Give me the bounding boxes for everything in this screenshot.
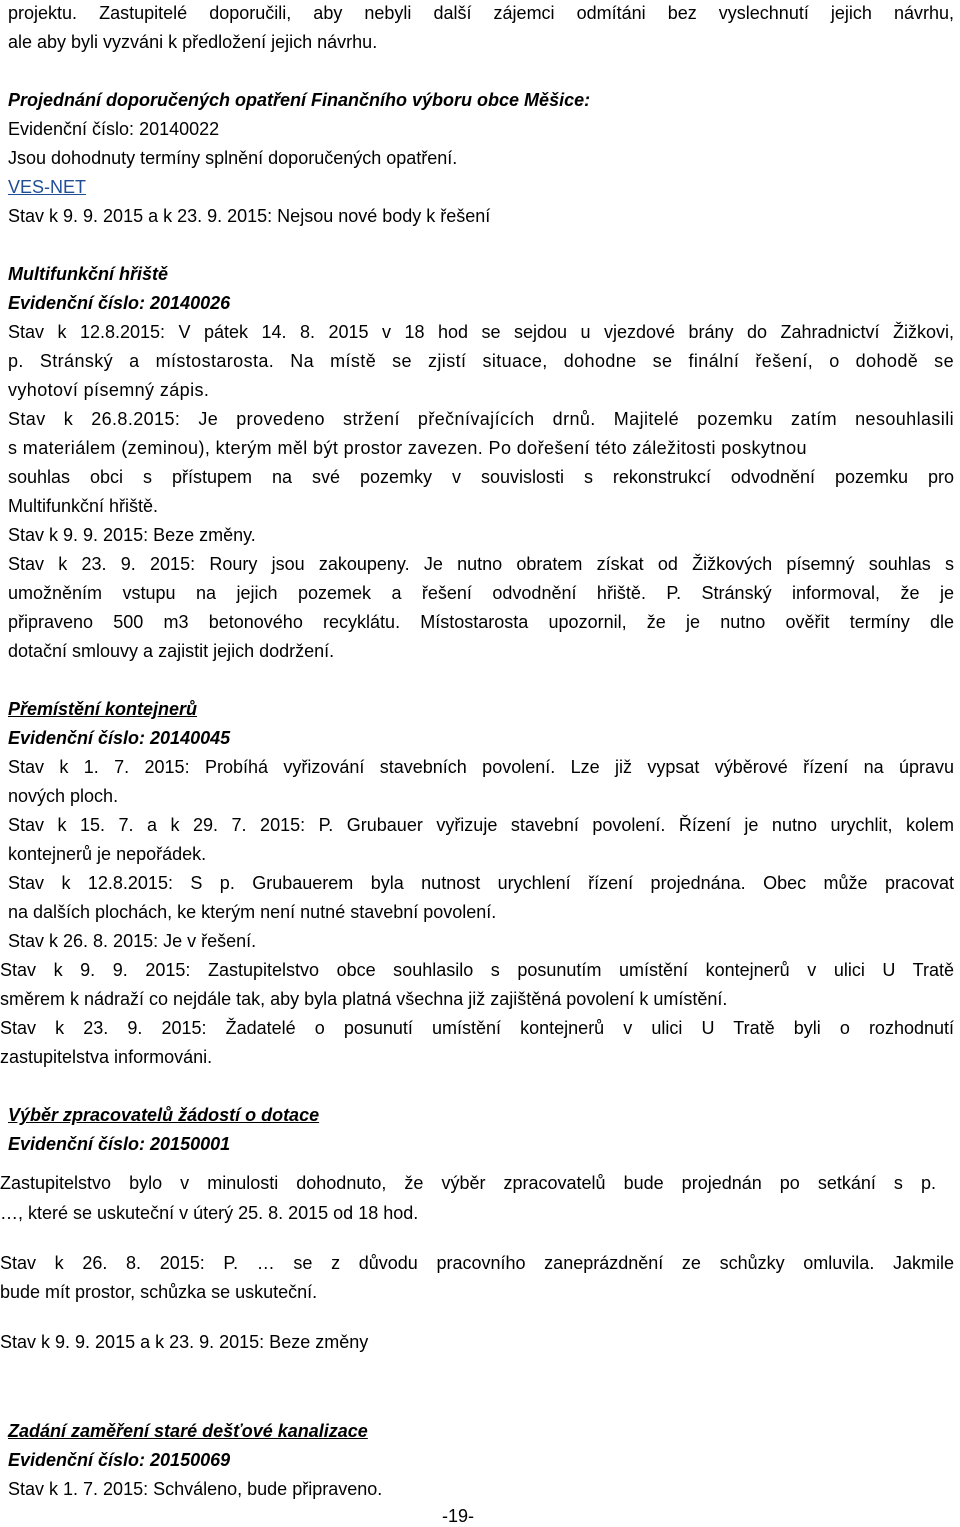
dotace-line-1: …, které se uskuteční v úterý 25. 8. 2015 od 18 hod. [0,1203,419,1223]
kanalizace-line: Stav k 1. 7. 2015: Schváleno, bude připraveno. [8,1479,383,1499]
intro-line-1: projektu. Zastupitelé doporučili, aby nebyli další zájemci odmítáni bez vyslechnutí jejich návrhu, [8,3,954,23]
hriste-line-3: Stav k 26.8.2015: Je provedeno stržení přečnívajících drnů. Majitelé pozemku zatím nesouhlasili [8,409,954,429]
kontejnery-line-2: Stav k 15. 7. a k 29. 7. 2015: P. Grubauer vyřizuje stavební povolení. Řízení je nutno urychlit, kolem [8,815,954,835]
financni-heading: Projednání doporučených opatření Finančního výboru obce Měšice: [8,90,591,110]
kontejnery-line-3: kontejnerů je nepořádek. [8,844,207,864]
kontejnery-line-1: nových ploch. [8,786,119,806]
dotace-line-3: bude mít prostor, schůzka se uskuteční. [0,1282,318,1302]
hriste-heading: Multifunkční hřiště [8,264,169,284]
hriste-line-4: s materiálem (zeminou), kterým měl být prostor zavezen. Po dořešení této záležitosti poskytnou [8,438,807,458]
kontejnery-line-7: Stav k 9. 9. 2015: Zastupitelstvo obce souhlasilo s posunutím umístění kontejnerů v ulici U Tratě [0,960,954,980]
hriste-line-9: umožněním vstupu na jejich pozemek a řešení odvodnění hřiště. P. Stránský informoval, že je [8,583,954,603]
hriste-evid: Evidenční číslo: 20140026 [8,293,231,313]
dotace-evid: Evidenční číslo: 20150001 [8,1134,231,1154]
dotace-heading: Výběr zpracovatelů žádostí o dotace [8,1105,320,1125]
financni-line: Jsou dohodnuty termíny splnění doporučených opatření. [8,148,458,168]
hriste-line-11: dotační smlouvy a zajistit jejich dodržení. [8,641,335,661]
kontejnery-line-0: Stav k 1. 7. 2015: Probíhá vyřizování stavebních povolení. Lze již vypsat výběrové řízení na úpravu [8,757,954,777]
financni-evid: Evidenční číslo: 20140022 [8,119,220,139]
dotace-line-0: Zastupitelstvo bylo v minulosti dohodnuto, že výběr zpracovatelů bude projednán po setkání s p. [0,1173,936,1193]
kontejnery-line-10: zastupitelstva informováni. [0,1047,213,1067]
hriste-line-10: připraveno 500 m3 betonového recyklátu. Místostarosta upozornil, že je nutno ověřit termíny dle [8,612,954,632]
kontejnery-line-5: na dalších plochách, ke kterým není nutné stavební povolení. [8,902,497,922]
financni-stav: Stav k 9. 9. 2015 a k 23. 9. 2015: Nejsou nové body k řešení [8,206,491,226]
kanalizace-evid: Evidenční číslo: 20150069 [8,1450,231,1470]
kanalizace-heading: Zadání zaměření staré dešťové kanalizace [8,1421,368,1441]
hriste-line-2: vyhotoví písemný zápis. [8,380,210,400]
hriste-line-6: Multifunkční hřiště. [8,496,159,516]
dotace-line-4: Stav k 9. 9. 2015 a k 23. 9. 2015: Beze změny [0,1332,369,1352]
ves-net-link[interactable]: VES-NET [8,177,87,197]
kontejnery-evid: Evidenční číslo: 20140045 [8,728,231,748]
hriste-line-7: Stav k 9. 9. 2015: Beze změny. [8,525,256,545]
hriste-line-0: Stav k 12.8.2015: V pátek 14. 8. 2015 v 18 hod se sejdou u vjezdové brány do Zahradnictví Žižkovi, [8,322,954,342]
kontejnery-line-4: Stav k 12.8.2015: S p. Grubauerem byla nutnost urychlení řízení projednána. Obec může pracovat [8,873,954,893]
page-number: -19- [442,1506,475,1526]
intro-line-2: ale aby byli vyzváni k předložení jejich návrhu. [8,32,378,52]
dotace-line-2: Stav k 26. 8. 2015: P. … se z důvodu pracovního zaneprázdnění ze schůzky omluvila. Jakmile [0,1253,954,1273]
kontejnery-line-9: Stav k 23. 9. 2015: Žadatelé o posunutí umístění kontejnerů v ulici U Tratě byli o rozhodnutí [0,1018,954,1038]
kontejnery-line-6: Stav k 26. 8. 2015: Je v řešení. [8,931,257,951]
kontejnery-line-8: směrem k nádraží co nejdále tak, aby byla platná všechna již zajištěná povolení k umístění. [0,989,728,1009]
hriste-line-8: Stav k 23. 9. 2015: Roury jsou zakoupeny. Je nutno obratem získat od Žižkových písemný souhlas s [8,554,954,574]
kontejnery-heading: Přemístění kontejnerů [8,699,198,719]
hriste-line-1: p. Stránský a místostarosta. Na místě se zjistí situace, dohodne se finální řešení, o dohodě se [8,351,954,371]
hriste-line-5: souhlas obci s přístupem na své pozemky v souvislosti s rekonstrukcí odvodnění pozemku pro [8,467,954,487]
